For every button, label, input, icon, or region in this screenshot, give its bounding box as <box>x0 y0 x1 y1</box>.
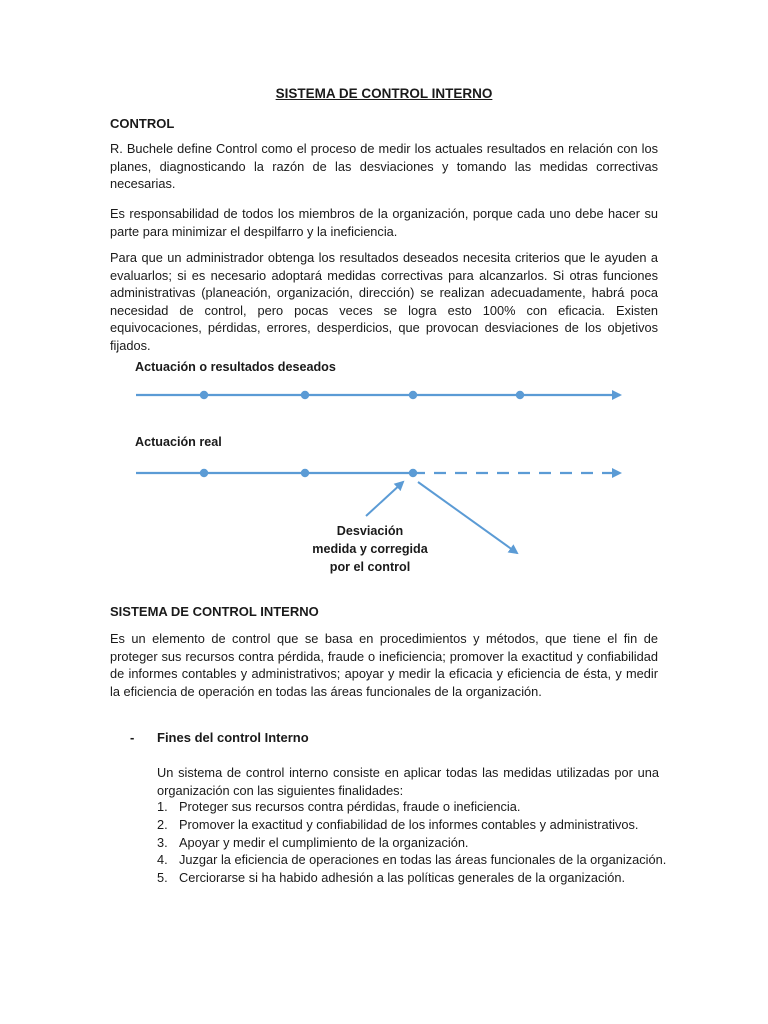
bullet-dash: - <box>130 730 135 745</box>
desired-point-2 <box>301 391 309 399</box>
fines-heading: Fines del control Interno <box>157 730 309 745</box>
list-item: 5. Cerciorarse si ha habido adhesión a las políticas generales de la organización. <box>157 870 626 886</box>
desired-point-4 <box>516 391 524 399</box>
caption-line: medida y corregida <box>312 542 428 556</box>
paragraph-internal-control: Es un elemento de control que se basa en procedimientos y métodos, que tiene el fin de proteger sus recursos contra pérdida, fraude o ineficiencia; promover la exactitud y confiabilidad de informes contables y administrativos; apoyar y medir la eficacia y eficiencia de ésta, y medir la eficiencia de operación en todas las áreas funcionales de la organización. <box>110 631 658 699</box>
section-heading-internal-control: SISTEMA DE CONTROL INTERNO <box>110 604 319 619</box>
list-item: 4. Juzgar la eficiencia de operaciones en todas las áreas funcionales de la organización. <box>157 852 667 868</box>
deviation-pointer-arrow <box>366 482 403 516</box>
desired-point-1 <box>200 391 208 399</box>
real-point-2 <box>301 469 309 477</box>
real-point-3 <box>409 469 417 477</box>
document-title: SISTEMA DE CONTROL INTERNO <box>275 86 493 101</box>
desired-point-3 <box>409 391 417 399</box>
diagram-label-desired: Actuación o resultados deseados <box>135 360 336 374</box>
diagram-caption <box>300 522 440 576</box>
section-heading-control: CONTROL <box>110 116 175 131</box>
list-item: 1. Proteger sus recursos contra pérdidas, fraude o ineficiencia. <box>157 799 521 814</box>
paragraph-administrator: Para que un administrador obtenga los resultados deseados necesita criterios que le ayuden a evaluarlos; si es necesario adoptará medidas correctivas para alcanzarlos. Si otras funciones administrativas (planeación, organización, dirección) se realizan adecuadamente, habrá poca necesidad de control, pero pocas veces se logra esto 100% con eficacia. Existen equivocaciones, pérdidas, errores, desperdicios, que provocan desviaciones de los objetivos fijados. <box>110 250 658 353</box>
list-item: 2. Promover la exactitud y confiabilidad de los informes contables y administrativos. <box>157 816 639 832</box>
caption-line: Desviación <box>336 524 404 538</box>
real-point-1 <box>200 469 208 477</box>
caption-line: por el control <box>329 560 411 574</box>
list-item: 3. Apoyar y medir el cumplimiento de la organización. <box>157 834 469 850</box>
diagram-label-real: Actuación real <box>135 435 222 449</box>
paragraph-definition: R. Buchele define Control como el proceso de medir los actuales resultados en relación con los planes, diagnosticando la razón de las desviaciones y tomando las medidas correctivas necesarias. <box>110 141 658 192</box>
fines-list <box>157 798 666 887</box>
fines-intro: Un sistema de control interno consiste en aplicar todas las medidas utilizadas por una organización con las siguientes finalidades: <box>157 765 659 798</box>
paragraph-responsibility: Es responsabilidad de todos los miembros de la organización, porque cada uno debe hacer su parte para minimizar el despilfarro y la ineficiencia. <box>110 206 658 239</box>
